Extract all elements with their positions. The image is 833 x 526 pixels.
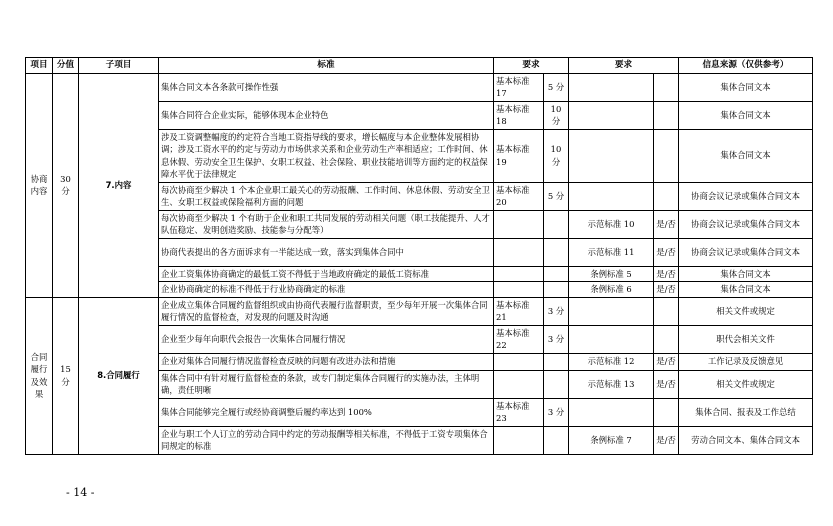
extra-result [654, 325, 679, 353]
header-score: 分值 [53, 58, 79, 74]
extra-standard: 示范标准 10 [569, 210, 654, 238]
table-row [26, 73, 813, 101]
info-source: 相关文件或规定 [679, 297, 813, 325]
header-info-source: 信息来源（仅供参考） [679, 58, 813, 74]
basic-standard [494, 282, 544, 298]
basic-standard [494, 238, 544, 266]
group-score: 30 分 [53, 73, 79, 297]
standard-text: 集体合同中有针对履行监督检查的条款，或专门制定集体合同履行的实施办法，主体明确，责任明晰 [159, 370, 494, 398]
header-standard: 标准 [159, 58, 494, 74]
extra-standard [569, 325, 654, 353]
extra-result: 是/否 [654, 266, 679, 282]
extra-standard [569, 398, 654, 426]
extra-standard [569, 297, 654, 325]
info-source: 协商会议记录或集体合同文本 [679, 238, 813, 266]
header-row [26, 58, 813, 74]
basic-standard: 基本标准 18 [494, 101, 544, 129]
info-source: 集体合同文本 [679, 101, 813, 129]
header-requirement-extra: 要求 [569, 58, 679, 74]
standard-text: 企业对集体合同履行情况监督检查反映的问题有改进办法和措施 [159, 353, 494, 370]
extra-standard: 示范标准 13 [569, 370, 654, 398]
basic-score [544, 266, 569, 282]
info-source: 劳动合同文本、集体合同文本 [679, 426, 813, 454]
group-name: 协商内容 [26, 73, 53, 297]
extra-standard: 条例标准 6 [569, 282, 654, 298]
info-source: 协商会议记录或集体合同文本 [679, 182, 813, 210]
extra-result: 是/否 [654, 210, 679, 238]
extra-result: 是/否 [654, 370, 679, 398]
basic-score [544, 210, 569, 238]
basic-standard [494, 266, 544, 282]
basic-standard: 基本标准 21 [494, 297, 544, 325]
extra-standard [569, 73, 654, 101]
extra-result [654, 101, 679, 129]
info-source: 职代会相关文件 [679, 325, 813, 353]
extra-standard: 条例标准 7 [569, 426, 654, 454]
standard-text: 企业工资集体协商确定的最低工资不得低于当地政府确定的最低工资标准 [159, 266, 494, 282]
basic-score: 3 分 [544, 325, 569, 353]
extra-result [654, 182, 679, 210]
standard-text: 涉及工资调整幅度的约定符合当地工资指导线的要求，增长幅度与本企业整体发展相协调；涉及工资水平的约定与劳动力市场供求关系和企业劳动生产率相适应；工作时间、休息休假、劳动安全卫生保护、女职工权益、社会保险、职业技能培训等方面约定的权益保障水平优于法律规定 [159, 129, 494, 182]
standard-text: 企业与职工个人订立的劳动合同中约定的劳动报酬等相关标准，不得低于工资专项集体合同规定的标准 [159, 426, 494, 454]
basic-score: 5 分 [544, 73, 569, 101]
basic-standard: 基本标准 20 [494, 182, 544, 210]
standard-text: 集体合同能够完全履行或经协商调整后履约率达到 100% [159, 398, 494, 426]
basic-standard [494, 426, 544, 454]
header-requirement-basic: 要求 [494, 58, 569, 74]
extra-standard [569, 129, 654, 182]
info-source: 协商会议记录或集体合同文本 [679, 210, 813, 238]
extra-result [654, 73, 679, 101]
basic-standard: 基本标准 23 [494, 398, 544, 426]
standard-text: 企业至少每年向职代会报告一次集体合同履行情况 [159, 325, 494, 353]
standard-text: 集体合同符合企业实际，能够体现本企业特色 [159, 101, 494, 129]
sub-item: 7.内容 [79, 73, 159, 297]
basic-standard [494, 353, 544, 370]
header-subitem: 子项目 [79, 58, 159, 74]
basic-score [544, 353, 569, 370]
info-source: 集体合同文本 [679, 73, 813, 101]
basic-score [544, 282, 569, 298]
extra-result [654, 129, 679, 182]
table-row [26, 297, 813, 325]
extra-result: 是/否 [654, 353, 679, 370]
info-source: 集体合同文本 [679, 129, 813, 182]
info-source: 集体合同文本 [679, 266, 813, 282]
standard-text: 企业协商确定的标准不得低于行业协商确定的标准 [159, 282, 494, 298]
extra-result: 是/否 [654, 238, 679, 266]
extra-result: 是/否 [654, 426, 679, 454]
basic-standard: 基本标准 19 [494, 129, 544, 182]
page-number: - 14 - [66, 486, 95, 499]
info-source: 相关文件或规定 [679, 370, 813, 398]
extra-standard: 示范标准 12 [569, 353, 654, 370]
basic-score: 3 分 [544, 398, 569, 426]
extra-standard [569, 182, 654, 210]
info-source: 工作记录及反馈意见 [679, 353, 813, 370]
basic-standard: 基本标准 17 [494, 73, 544, 101]
basic-standard [494, 210, 544, 238]
extra-result [654, 297, 679, 325]
basic-score: 5 分 [544, 182, 569, 210]
group-name: 合同履行及效果 [26, 297, 53, 454]
basic-score [544, 426, 569, 454]
extra-standard: 示范标准 11 [569, 238, 654, 266]
info-source: 集体合同、报表及工作总结 [679, 398, 813, 426]
extra-standard [569, 101, 654, 129]
basic-standard [494, 370, 544, 398]
sub-item: 8.合同履行 [79, 297, 159, 454]
basic-score: 10 分 [544, 101, 569, 129]
standards-table [25, 57, 813, 455]
group-score: 15 分 [53, 297, 79, 454]
basic-score [544, 370, 569, 398]
basic-standard: 基本标准 22 [494, 325, 544, 353]
extra-standard: 条例标准 5 [569, 266, 654, 282]
extra-result: 是/否 [654, 282, 679, 298]
header-project: 项目 [26, 58, 53, 74]
info-source: 集体合同文本 [679, 282, 813, 298]
standard-text: 企业成立集体合同履约监督组织或由协商代表履行监督职责，至少每年开展一次集体合同履行情况的监督检查，对发现的问题及时沟通 [159, 297, 494, 325]
standard-text: 协商代表提出的各方面诉求有一半能达成一致，落实到集体合同中 [159, 238, 494, 266]
standard-text: 每次协商至少解决 1 个有助于企业和职工共同发展的劳动相关问题（职工技能提升、人才队伍稳定、发明创造奖励、技能参与分配等） [159, 210, 494, 238]
standard-text: 集体合同文本各条款可操作性强 [159, 73, 494, 101]
basic-score: 3 分 [544, 297, 569, 325]
standard-text: 每次协商至少解决 1 个本企业职工最关心的劳动报酬、工作时间、休息休假、劳动安全卫生、女职工权益或保险福利方面的问题 [159, 182, 494, 210]
extra-result [654, 398, 679, 426]
basic-score [544, 238, 569, 266]
basic-score: 10 分 [544, 129, 569, 182]
